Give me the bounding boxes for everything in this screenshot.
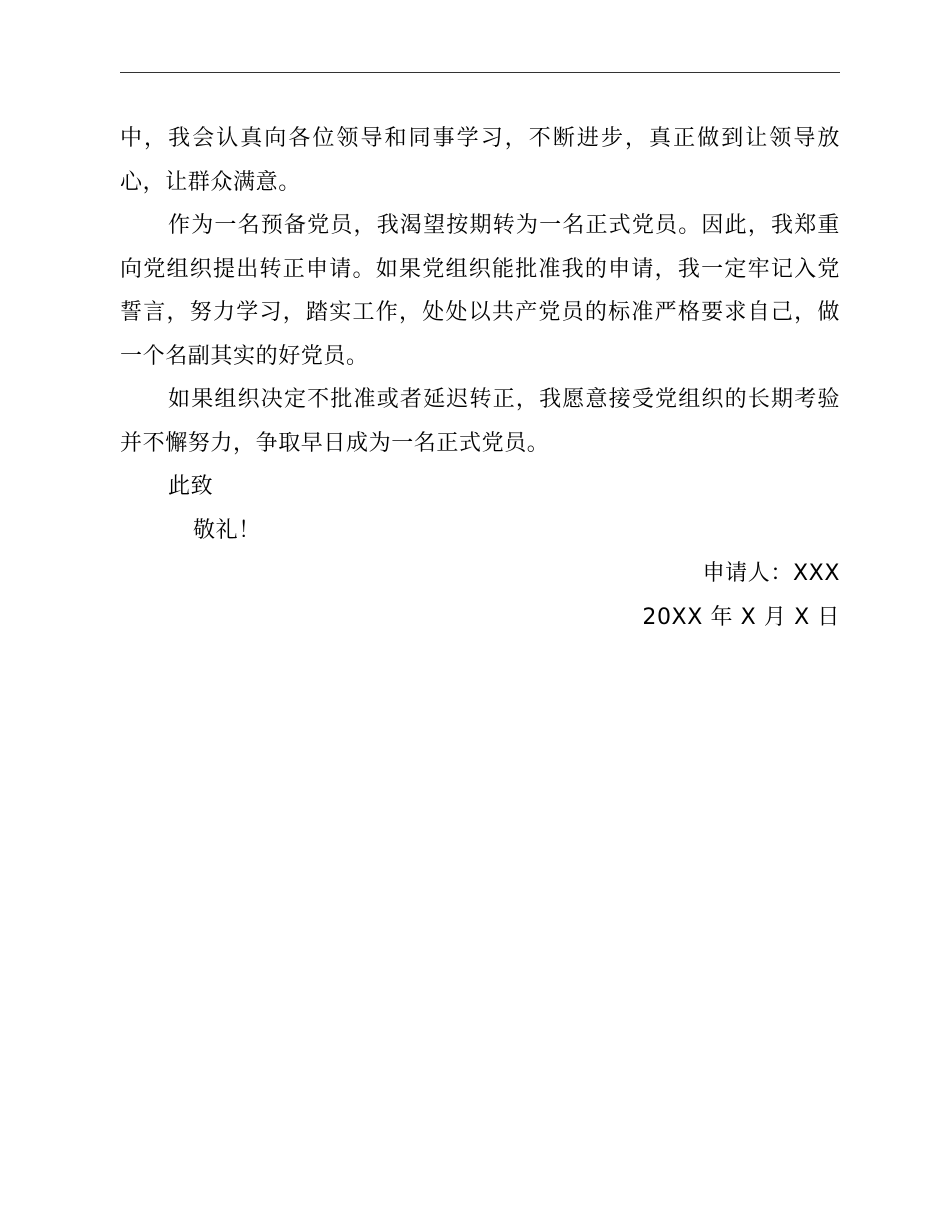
paragraph-request: 作为一名预备党员，我渴望按期转为一名正式党员。因此，我郑重向党组织提出转正申请。如果党组织能批准我的申请，我一定牢记入党誓言，努力学习，踏实工作，处处以共产党员的标准严格要求自己，做一个名副其实的好党员。: [120, 213, 840, 369]
signature-date: 20XX 年 X 月 X 日: [642, 604, 840, 630]
closing-regards: 敬礼！: [193, 517, 261, 543]
paragraph-continuation: 中，我会认真向各位领导和同事学习，不断进步，真正做到让领导放心，让群众满意。: [120, 126, 840, 195]
closing-salutation: 此致: [168, 474, 214, 499]
document-body: [120, 117, 840, 639]
header-rule: [120, 72, 840, 73]
applicant-signature: 申请人：XXX: [702, 561, 840, 586]
paragraph-acceptance: 如果组织决定不批准或者延迟转正，我愿意接受党组织的长期考验并不懈努力，争取早日成为一名正式党员。: [120, 387, 840, 456]
